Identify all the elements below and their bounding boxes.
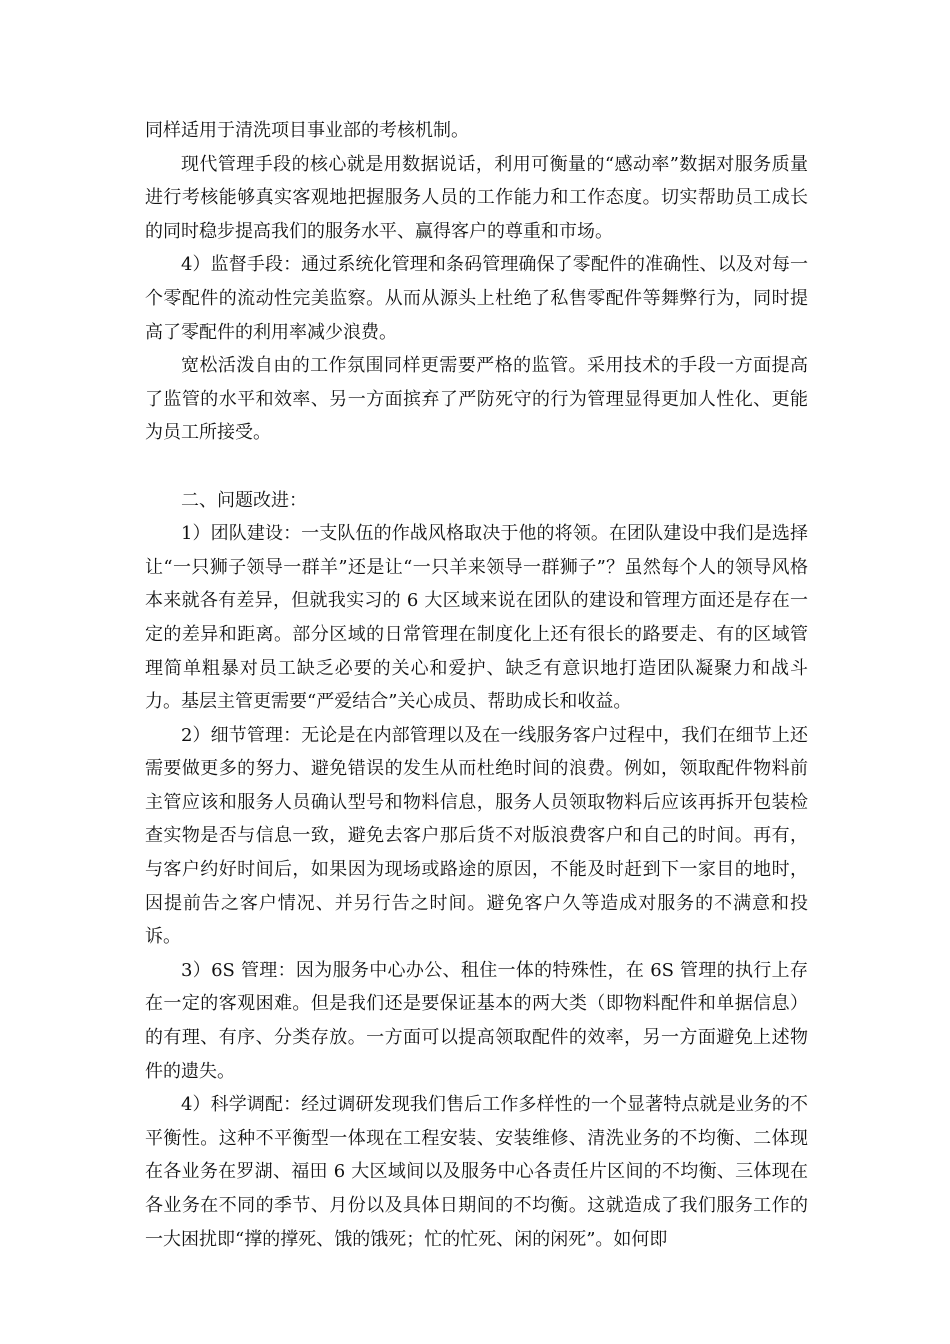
paragraph-supervision-atmosphere: 宽松活泼自由的工作氛围同样更需要严格的监管。采用技术的手段一方面提高了监管的水平和效率、另一方面摈弃了严防死守的行为管理显得更加人性化、更能为员工所接受。 — [145, 355, 808, 444]
blank-line — [145, 450, 808, 484]
document-body — [145, 114, 808, 1256]
paragraph-management-data: 现代管理手段的核心就是用数据说话，利用可衡量的“感动率”数据对服务质量进行考核能够真实客观地把握服务人员的工作能力和工作态度。切实帮助员工成长的同时稳步提高我们的服务水平、赢得客户的尊重和市场。 — [145, 153, 808, 242]
paragraph-continuation: 同样适用于清洗项目事业部的考核机制。 — [145, 120, 469, 141]
paragraph-detail-management: 2）细节管理：无论是在内部管理以及在一线服务客户过程中，我们在细节上还需要做更多的努力、避免错误的发生从而杜绝时间的浪费。例如，领取配件物料前主管应该和服务人员确认型号和物料信息，服务人员领取物料后应该再拆开包装检查实物是否与信息一致，避免去客户那后货不对版浪费客户和自己的时间。再有，与客户约好时间后，如果因为现场或路途的原因，不能及时赶到下一家目的地时，因提前告之客户情况、并另行告之时间。避免客户久等造成对服务的不满意和投诉。 — [145, 724, 808, 948]
paragraph-6s-management: 3）6S 管理：因为服务中心办公、租住一体的特殊性，在 6S 管理的执行上存在一定的客观困难。但是我们还是要保证基本的两大类（即物料配件和单据信息）的有理、有序、分类存放。一方面可以提高领取配件的效率，另一方面避免上述物件的遗失。 — [145, 959, 808, 1082]
paragraph-team-building: 1）团队建设：一支队伍的作战风格取决于他的将领。在团队建设中我们是选择让“一只狮子领导一群羊”还是让“一只羊来领导一群狮子”？虽然每个人的领导风格本来就各有差异，但就我实习的 6 大区域来说在团队的建设和管理方面还是存在一定的差异和距离。部分区域的日常管理在制度化上还有很长的路要走、有的区域管理简单粗暴对员工缺乏必要的关心和爱护、缺乏有意识地打造团队凝聚力和战斗力。基层主管更需要“严爱结合”关心成员、帮助成长和收益。 — [145, 523, 808, 713]
section-heading-improvements: 二、问题改进： — [181, 489, 307, 511]
paragraph-scientific-allocation: 4）科学调配：经过调研发现我们售后工作多样性的一个显著特点就是业务的不平衡性。这种不平衡型一体现在工程安装、安装维修、清洗业务的不均衡、二体现在各业务在罗湖、福田 6 大区域间以及服务中心各责任片区间的不均衡、三体现在各业务在不同的季节、月份以及具体日期间的不均衡。这就造成了我们服务工作的一大困扰即“撑的撑死、饿的饿死；忙的忙死、闲的闲死”。如何即 — [145, 1094, 808, 1250]
paragraph-supervision-means: 4）监督手段：通过系统化管理和条码管理确保了零配件的准确性、以及对每一个零配件的流动性完美监察。从而从源头上杜绝了私售零配件等舞弊行为，同时提高了零配件的利用率减少浪费。 — [145, 254, 808, 343]
